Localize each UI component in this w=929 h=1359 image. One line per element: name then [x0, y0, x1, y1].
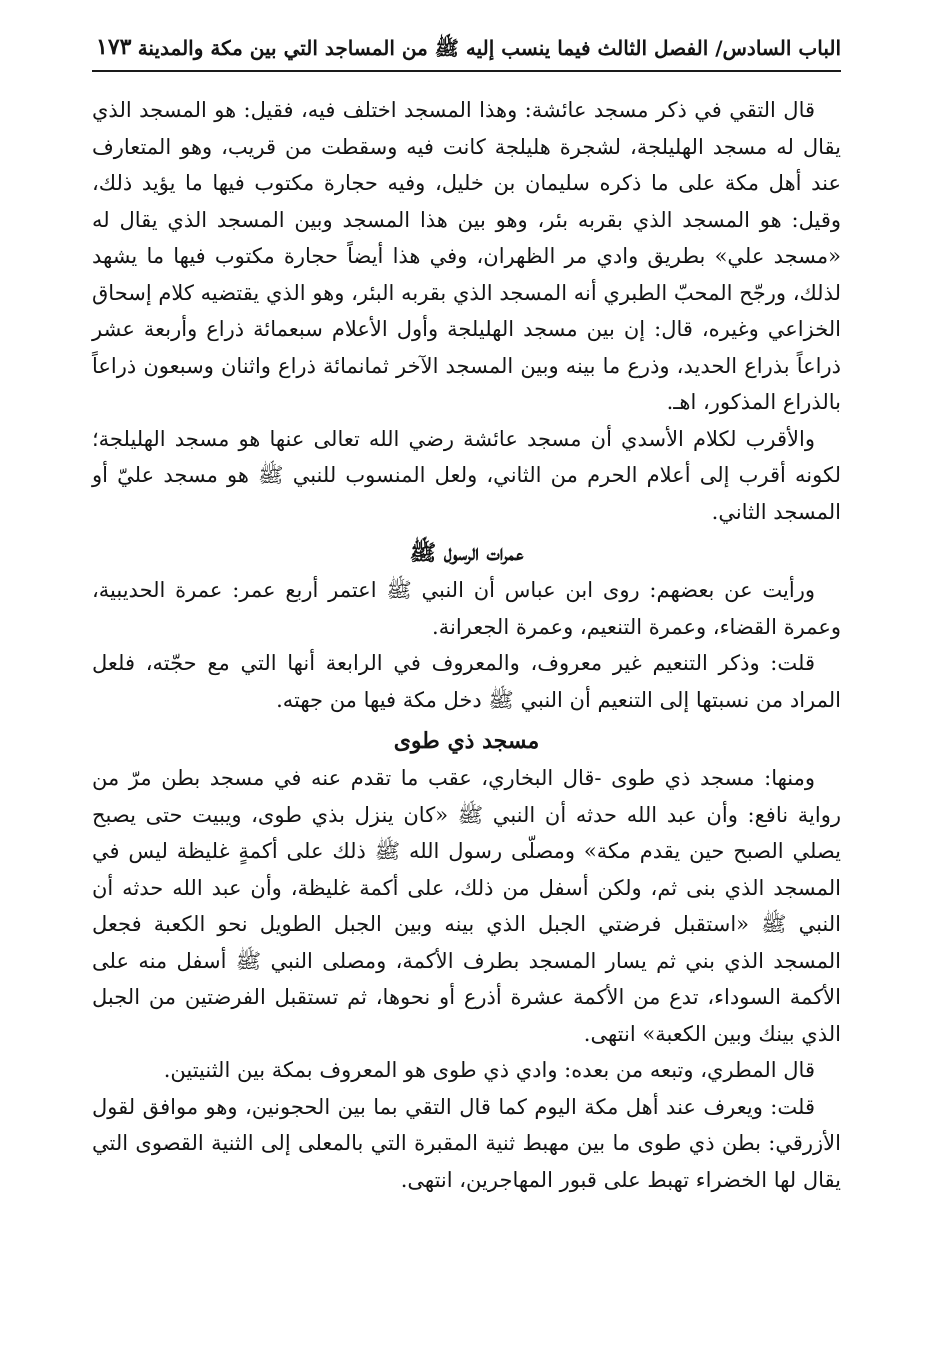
- heading-umrat-rasul: عمرات الرسول ﷺ: [409, 540, 524, 566]
- paragraph-matari: قال المطري، وتبعه من بعده: وادي ذي طوى هو المعروف بمكة بين الثنيتين.: [163, 1058, 815, 1082]
- page-body: [92, 92, 841, 1198]
- paragraph-azraqi: قلت: ويعرف عند أهل مكة اليوم كما قال التقي بما بين الحجونين، وهو موافق لقول الأزرقي: بطن ذي طوى ما بين مهبط ثنية المقبرة التي بالمعلى إلى الثنية القصوى التي يقال لها الخضراء تهبط على قبور المهاجرين، انتهى.: [92, 1094, 841, 1192]
- paragraph-masjid-aisha: قال التقي في ذكر مسجد عائشة: وهذا المسجد اختلف فيه، فقيل: هو المسجد الذي يقال له مسجد الهليلجة، لشجرة هليلجة كانت فيه وسقطت من قريب، وهو المتعارف عند أهل مكة على ما ذكره سليمان بن خليل، وفيه حجارة مكتوب فيها ما يؤيد ذلك، وقيل: هو المسجد الذي بقربه بئر، وهو بين هذا المسجد وبين المسجد الذي يقال له «مسجد علي» بطريق وادي مر الظهران، وفي هذا أيضاً حجارة مكتوب فيها ما يشهد لذلك، ورجّح المحبّ الطبري أنه المسجد الذي بقربه البئر، وهو الذي يقتضيه كلام إسحاق الخزاعي وغيره، قال: إن بين مسجد الهليلجة وأول الأعلام سبعمائة ذراع وأربعة عشر ذراعاً بذراع الحديد، وذرع ما بينه وبين المسجد الآخر ثمانمائة ذراع واثنان وسبعون ذراعاً بالذراع المذكور، اهـ.: [92, 98, 841, 414]
- running-header: [92, 32, 841, 72]
- paragraph-four-umrahs: ورأيت عن بعضهم: روى ابن عباس أن النبي ﷺ اعتمر أربع عمر: عمرة الحديبية، وعمرة القضاء، وعمرة التنعيم، وعمرة الجعرانة.: [92, 578, 841, 639]
- paragraph-asadi-opinion: والأقرب لكلام الأسدي أن مسجد عائشة رضي الله تعالى عنها هو مسجد الهليلجة؛ لكونه أقرب إلى أعلام الحرم من الثاني، ولعل المنسوب للنبي ﷺ هو مسجد عليّ أو المسجد الثاني.: [92, 426, 841, 524]
- heading-masjid-dhi-tuwa: مسجد ذي طوى: [393, 728, 540, 754]
- page-number: ١٧٣: [96, 34, 132, 60]
- paragraph-tanim-note: قلت: وذكر التنعيم غير معروف، والمعروف في الرابعة أنها التي مع حجّته، فلعل المراد من نسبتها إلى التنعيم أن النبي ﷺ دخل مكة فيها من جهته.: [92, 651, 841, 712]
- paragraph-bukhari-narration: ومنها: مسجد ذي طوى -قال البخاري، عقب ما تقدم عنه في مسجد بطن مرّ من رواية نافع: وأن عبد الله حدثه أن النبي ﷺ «كان ينزل بذي طوى، ويبيت حتى يصبح يصلي الصبح حين يقدم مكة» ومصلّى رسول الله ﷺ ذلك على أكمةٍ غليظة ليس في المسجد الذي بنى ثم، ولكن أسفل من ذلك، على أكمة غليظة، وأن عبد الله حدثه أن النبي ﷺ «استقبل فرضتي الجبل الذي بينه وبين الجبل الطويل نحو الكعبة فجعل المسجد الذي بني ثم يسار المسجد بطرف الأكمة، ومصلى النبي ﷺ أسفل منه على الأكمة السوداء، تدع من الأكمة عشرة أذرع أو نحوها، ثم تستقبل الفرضتين من الجبل الذي بينك وبين الكعبة» انتهى.: [92, 766, 841, 1046]
- chapter-title: الباب السادس/ الفصل الثالث فيما ينسب إليه ﷺ من المساجد التي بين مكة والمدينة: [137, 36, 841, 60]
